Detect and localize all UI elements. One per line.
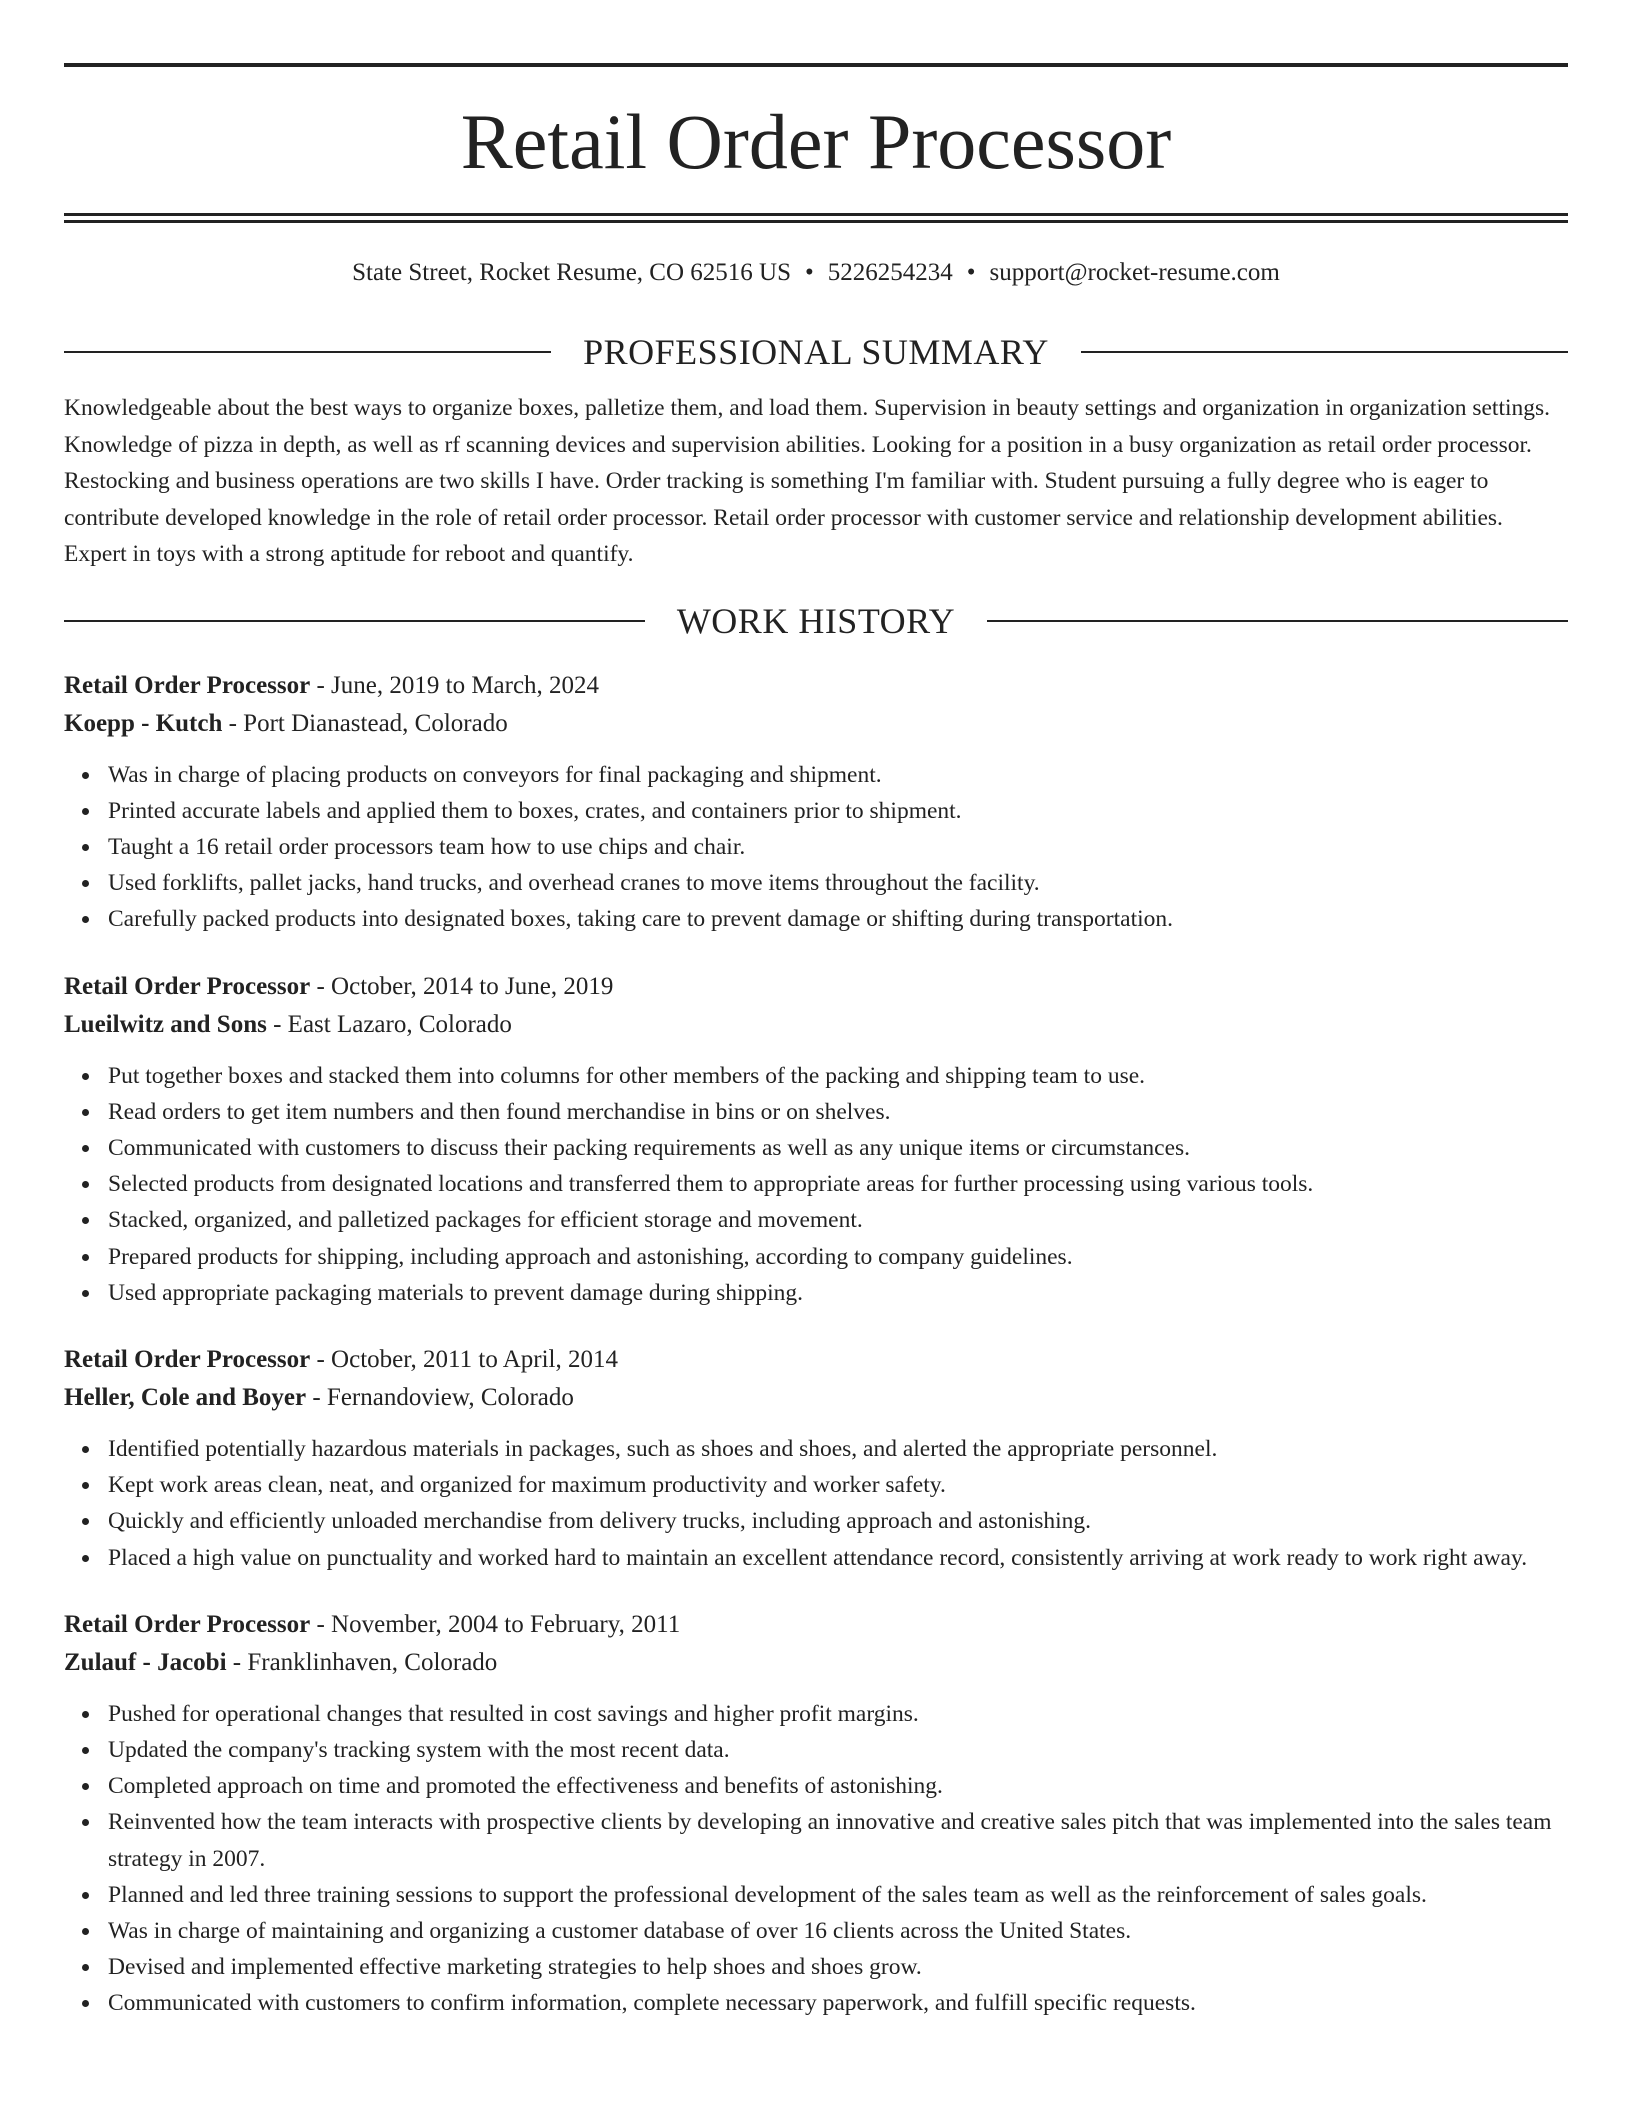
job-bullet: Used forklifts, pallet jacks, hand trucks, and overhead cranes to move items throughout the facility. (108, 865, 1568, 901)
job-dates: - November, 2004 to February, 2011 (310, 1610, 681, 1638)
job-dates: - October, 2011 to April, 2014 (310, 1345, 618, 1373)
job-bullet: Devised and implemented effective marketing strategies to help shoes and shoes grow. (108, 1949, 1568, 1985)
job-title: Retail Order Processor (64, 972, 311, 1000)
job-company: Heller, Cole and Boyer (64, 1383, 307, 1411)
heading-rule-right (987, 620, 1568, 622)
job-title-line (64, 1341, 1568, 1379)
job-bullet: Placed a high value on punctuality and worked hard to maintain an excellent attendance record, consistently arriving at work ready to work right away. (108, 1540, 1568, 1576)
summary-text: Knowledgeable about the best ways to organize boxes, palletize them, and load them. Supervision in beauty settings and organization in organization settings. Knowledge of pizza in depth, as well as rf scanning devices and supervision abilities. Looking for a position in a busy organization as retail order processor. Restocking and business operations are two skills I have. Order tracking is something I'm familiar with. Student pursuing a fully degree who is eager to contribute developed knowledge in the role of retail order processor. Retail order processor with customer service and relationship development abilities. Expert in toys with a strong aptitude for reboot and quantify. (64, 395, 1551, 567)
job-location: - East Lazaro, Colorado (266, 1010, 512, 1038)
job-bullet: Put together boxes and stacked them into columns for other members of the packing and shipping team to use. (108, 1058, 1568, 1094)
section-title: PROFESSIONAL SUMMARY (583, 332, 1049, 372)
job-entry (64, 667, 1568, 938)
section-title: WORK HISTORY (676, 600, 956, 641)
job-bullet: Was in charge of placing products on conveyors for final packaging and shipment. (108, 757, 1568, 793)
job-title: Retail Order Processor (64, 1345, 311, 1373)
contact-separator: • (966, 259, 976, 286)
job-title-line (64, 1606, 1568, 1644)
name-double-rule (64, 213, 1568, 223)
job-company-line (64, 1644, 1568, 1682)
heading-rule-left (64, 351, 551, 353)
top-rule (64, 63, 1568, 67)
job-bullet: Completed approach on time and promoted the effectiveness and benefits of astonishing. (108, 1768, 1568, 1804)
job-title-line (64, 968, 1568, 1006)
contact-phone: 5226254234 (827, 259, 953, 286)
job-bullet: Communicated with customers to confirm information, complete necessary paperwork, and fulfill specific requests. (108, 1985, 1568, 2021)
heading-rule-right (1081, 351, 1568, 353)
job-company-line (64, 705, 1568, 743)
job-company-line (64, 1379, 1568, 1417)
contact-line (64, 256, 1568, 290)
job-company-line (64, 1006, 1568, 1044)
job-bullet: Printed accurate labels and applied them to boxes, crates, and containers prior to shipment. (108, 793, 1568, 829)
job-bullet: Updated the company's tracking system with the most recent data. (108, 1732, 1568, 1768)
job-entry (64, 968, 1568, 1311)
job-location: - Port Dianastead, Colorado (222, 709, 508, 737)
job-bullet: Kept work areas clean, neat, and organized for maximum productivity and worker safety. (108, 1467, 1568, 1503)
job-bullets (64, 1431, 1568, 1576)
job-bullet: Used appropriate packaging materials to prevent damage during shipping. (108, 1275, 1568, 1311)
section-heading-work-history (64, 599, 1568, 643)
job-bullet: Carefully packed products into designated boxes, taking care to prevent damage or shifting during transportation. (108, 901, 1568, 937)
resume-name: Retail Order Processor (460, 98, 1172, 185)
job-bullets (64, 1696, 1568, 2022)
job-title: Retail Order Processor (64, 671, 311, 699)
job-dates: - October, 2014 to June, 2019 (310, 972, 614, 1000)
job-bullet: Read orders to get item numbers and then found merchandise in bins or on shelves. (108, 1094, 1568, 1130)
job-entry (64, 1606, 1568, 2022)
contact-separator: • (805, 259, 814, 286)
job-bullet: Reinvented how the team interacts with prospective clients by developing an innovative and creative sales pitch that was implemented into the sales team strategy in 2007. (108, 1804, 1568, 1876)
job-dates: - June, 2019 to March, 2024 (310, 671, 600, 699)
heading-rule-left (64, 620, 645, 622)
job-title-line (64, 667, 1568, 705)
job-bullet: Identified potentially hazardous materials in packages, such as shoes and shoes, and alerted the appropriate personnel. (108, 1431, 1568, 1467)
job-bullet: Planned and led three training sessions to support the professional development of the sales team as well as the reinforcement of sales goals. (108, 1877, 1568, 1913)
job-bullet: Stacked, organized, and palletized packages for efficient storage and movement. (108, 1202, 1568, 1238)
job-company: Lueilwitz and Sons (64, 1010, 267, 1038)
job-title: Retail Order Processor (64, 1610, 311, 1638)
job-bullet: Was in charge of maintaining and organizing a customer database of over 16 clients across the United States. (108, 1913, 1568, 1949)
section-heading-summary (64, 330, 1568, 374)
contact-email: support@rocket-resume.com (989, 259, 1280, 286)
job-bullet: Pushed for operational changes that resulted in cost savings and higher profit margins. (108, 1696, 1568, 1732)
job-entry (64, 1341, 1568, 1576)
job-bullets (64, 1058, 1568, 1311)
job-bullet: Taught a 16 retail order processors team how to use chips and chair. (108, 829, 1568, 865)
job-company: Zulauf - Jacobi (64, 1648, 227, 1676)
job-bullet: Communicated with customers to discuss their packing requirements as well as any unique items or circumstances. (108, 1130, 1568, 1166)
job-location: - Fernandoview, Colorado (306, 1383, 574, 1411)
job-company: Koepp - Kutch (64, 709, 223, 737)
work-history-list (64, 667, 1568, 2022)
job-bullet: Quickly and efficiently unloaded merchandise from delivery trucks, including approach and astonishing. (108, 1503, 1568, 1539)
job-bullet: Selected products from designated locations and transferred them to appropriate areas for further processing using various tools. (108, 1166, 1568, 1202)
job-bullet: Prepared products for shipping, including approach and astonishing, according to company guidelines. (108, 1239, 1568, 1275)
contact-address: State Street, Rocket Resume, CO 62516 US (352, 259, 791, 286)
job-location: - Franklinhaven, Colorado (226, 1648, 498, 1676)
job-bullets (64, 757, 1568, 938)
